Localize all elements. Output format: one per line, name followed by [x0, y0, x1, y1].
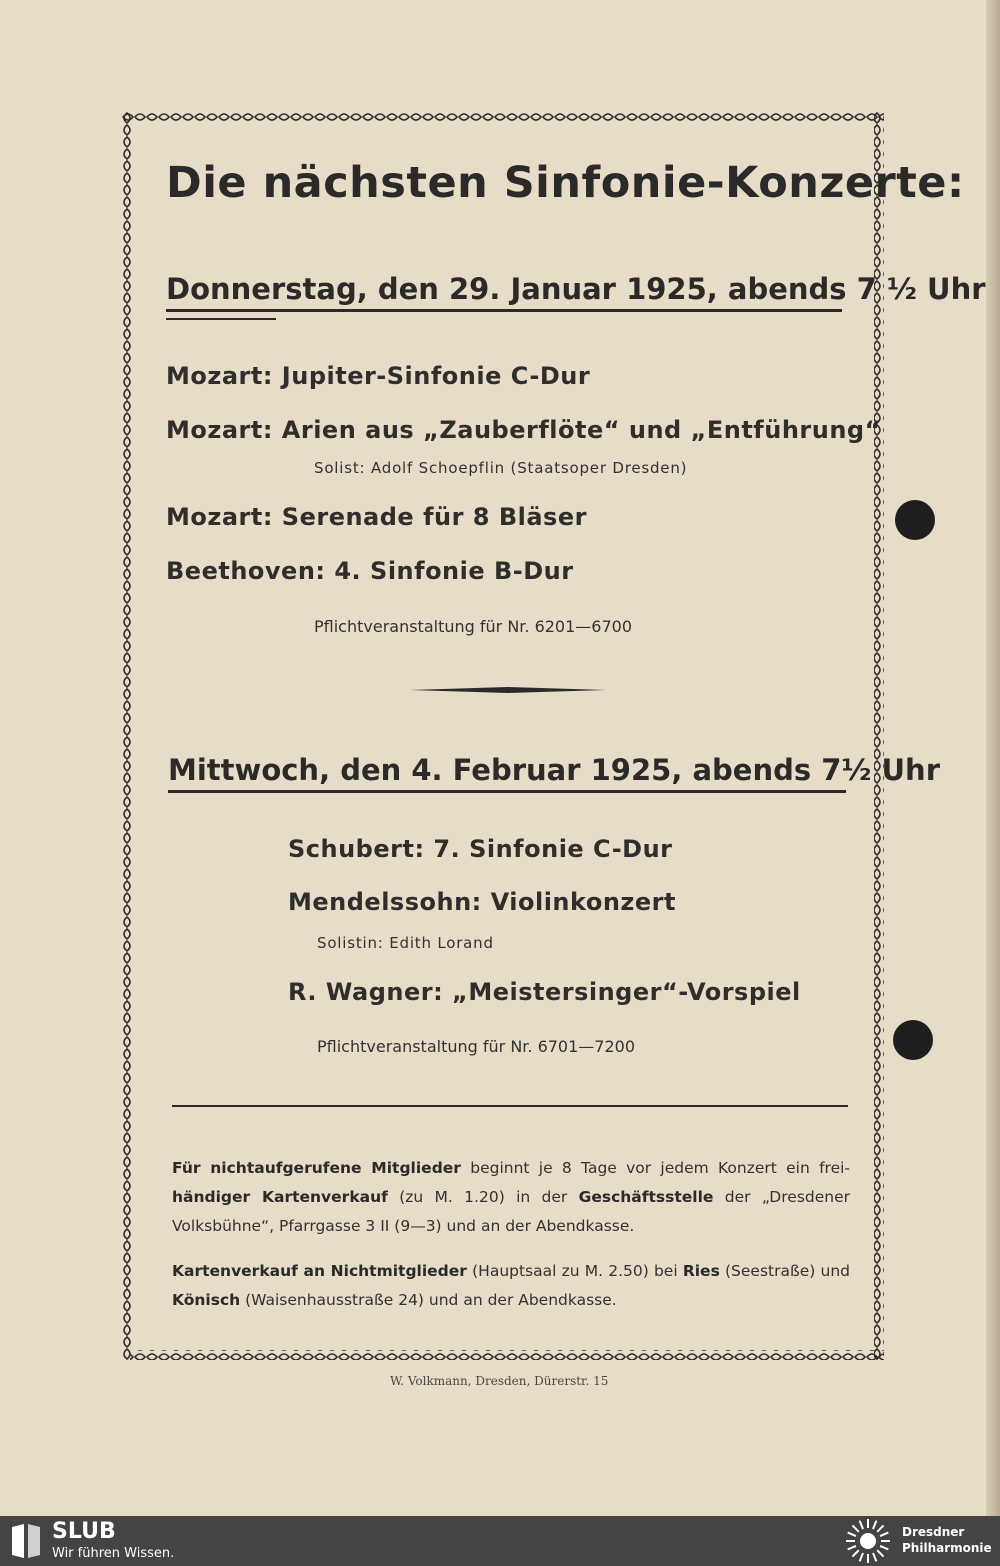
concert-1-obligation: Pflichtveranstaltung für Nr. 6201—6700 — [314, 617, 632, 636]
punch-hole — [895, 500, 935, 540]
concert-2-item: R. Wagner: „Meistersinger“-Vorspiel — [288, 978, 801, 1006]
concert-1-heading: Donnerstag, den 29. Januar 1925, abends 7 ½ Uhr — [166, 272, 986, 306]
printer-imprint: W. Volkmann, Dresden, Dürerstr. 15 — [390, 1374, 609, 1388]
concert-1-item: Mozart: Arien aus „Zauberflöte“ und „Entführung“ — [166, 416, 881, 444]
info-paragraph-nonmembers: Kartenverkauf an Nichtmitglieder (Hauptsaal zu M. 2.50) bei Ries (Seestraße) und Könisch (Waisenhausstraße 24) und an der Abendkasse. — [172, 1262, 850, 1309]
concert-1-item: Mozart: Jupiter-Sinfonie C-Dur — [166, 362, 591, 390]
concert-2-item: Schubert: 7. Sinfonie C-Dur — [288, 835, 673, 863]
concert-2-underline — [168, 790, 846, 793]
concert-2-heading: Mittwoch, den 4. Februar 1925, abends 7½ Uhr — [168, 753, 940, 787]
concert-2-obligation: Pflichtveranstaltung für Nr. 6701—7200 — [317, 1037, 635, 1056]
concert-1-underline-short — [166, 318, 276, 320]
concert-1-underline — [166, 309, 842, 312]
philharmonie-logo-icon — [842, 1518, 894, 1564]
slub-tagline: Wir führen Wissen. — [52, 1546, 175, 1561]
slub-name: SLUB — [52, 1519, 116, 1544]
concert-2-item: Mendelssohn: Violinkonzert — [288, 888, 676, 916]
punch-hole — [893, 1020, 933, 1060]
section-divider — [410, 684, 606, 696]
page-title: Die nächsten Sinfonie-Konzerte: — [166, 158, 965, 208]
info-paragraph-members: Für nichtaufgerufene Mitglieder beginnt je 8 Tage vor jedem Konzert ein frei- händiger Kartenverkauf (zu M. 1.20) in der Geschäftsstelle der „Dresdener Volksbühne“, Pfarrgasse 3 II (9—3) und an der Abendkasse. — [172, 1159, 850, 1235]
concert-1-item: Mozart: Serenade für 8 Bläser — [166, 503, 587, 531]
philharmonie-name: Dresdner Philharmonie — [902, 1525, 992, 1555]
info-divider — [172, 1105, 848, 1107]
concert-1-soloist: Solist: Adolf Schoepflin (Staatsoper Dresden) — [314, 459, 688, 477]
concert-2-soloist: Solistin: Edith Lorand — [317, 934, 494, 952]
slub-logo-icon — [10, 1523, 42, 1559]
concert-1-item: Beethoven: 4. Sinfonie B-Dur — [166, 557, 574, 585]
footer-bar — [0, 1516, 1000, 1566]
